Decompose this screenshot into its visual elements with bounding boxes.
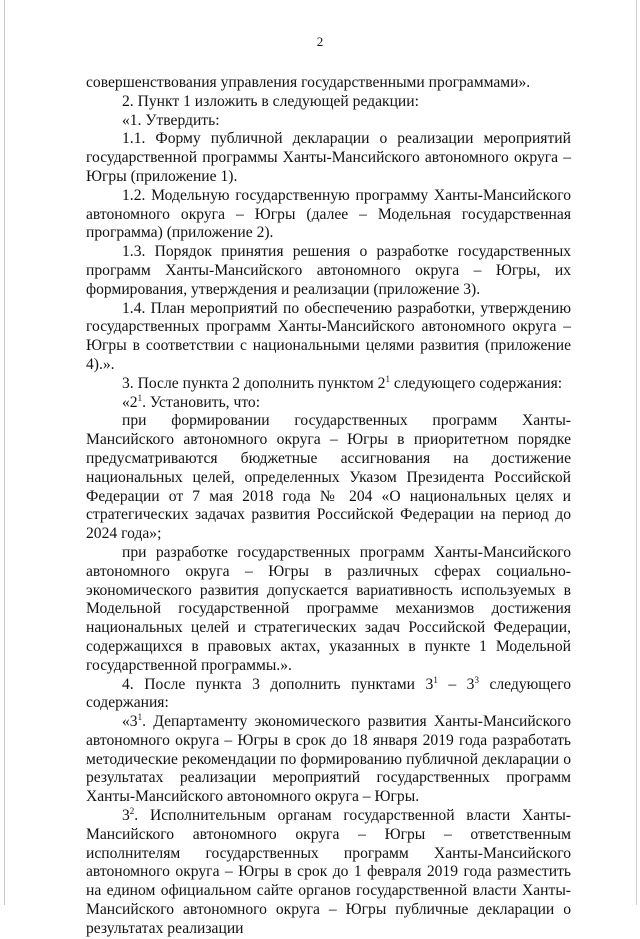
paragraph [86,544,571,676]
text-run: следующего содержания: [389,374,563,392]
text-run: 1.2. Модельную государственную программу Ханты-Мансийского автономного округа – Югры (далее – Модельная государственная программа) (приложение 2). [86,186,571,242]
text-run: 1.4. План мероприятий по обеспечению разработки, утверждению государственных программ Ханты-Мансийского автономного округа – Югры в соответствии с национальными целями развития (приложение 4).». [86,299,571,373]
paragraph [86,112,571,131]
paragraph [86,375,571,394]
text-run: 2. Пункт 1 изложить в следующей редакции: [122,92,419,110]
superscript: 3 [474,674,479,685]
text-run: 3 [122,807,130,825]
text-run: – 3 [437,675,475,693]
superscript: 2 [129,806,135,817]
text-run: 1.1. Форму публичной декларации о реализации мероприятий государственной программы Ханты-Мансийского автономного округа – Югры (приложение 1). [86,130,571,185]
text-run: при разработке государственных программ Ханты-Мансийского автономного округа – Югры в различных сферах социально-экономического развития допускается вариативность используемых в Модельной государственной программе механизмов достижения национальных целей и стратегических задач Российской Федерации, содержащихся в правовых актах, указанных в пункте 1 Модельной государственной программы.». [86,543,571,674]
superscript: 1 [137,392,143,403]
paragraph [86,807,571,939]
page-number: 2 [316,34,324,49]
paragraph [86,130,571,186]
text-run: следующего содержания: [86,675,572,712]
text-run: совершенствования управления государственными программами». [86,74,531,91]
paragraph [86,74,571,93]
text-run: «3 [122,713,138,731]
superscript: 1 [433,674,438,685]
scan-edge-left [4,0,5,905]
paragraph [86,93,571,112]
paragraph [86,187,571,243]
paragraph [86,300,571,375]
text-run: «1. Утвердить: [122,111,220,129]
text-run: . Департаменту экономического развития Ханты-Мансийского автономного округа – Югры в срок до 18 января 2019 года разработать методические рекомендации по формированию публичной декларации о результатах реализации мероприятий государственных программ Ханты-Мансийского автономного округа – Югры. [86,713,571,806]
paragraph [86,243,571,299]
text-run: 4. После пункта 3 дополнить пунктами 3 [122,675,434,693]
paragraph [86,713,571,807]
document-body [86,74,571,939]
text-run: 3. После пункта 2 дополнить пунктом 2 [122,374,386,392]
paragraph [86,412,571,544]
paragraph [86,394,571,413]
paragraph [86,676,571,714]
scan-edge-right [636,0,637,905]
text-run: при формировании государственных программ Ханты-Мансийского автономного округа – Югры в приоритетном порядке предусматриваются бюджетные ассигнования на достижение национальных целей, определенных Указом Президента Российской Федерации от 7 мая 2018 года № 204 «О национальных целях и стратегических задачах развития Российской Федерации на период до 2024 года»; [86,412,571,543]
superscript: 1 [137,712,143,723]
text-run: «2 [122,393,138,411]
text-run: 1.3. Порядок принятия решения о разработке государственных программ Ханты-Мансийского автономного округа – Югры, их формирования, утверждения и реализации (приложение 3). [86,243,571,298]
text-run: . Исполнительным органам государственной власти Ханты-Мансийского автономного округа – Югры – ответственным исполнителям государственных программ Ханты-Мансийского автономного округа – Югры в срок до 1 февраля 2019 года разместить на едином официальном сайте органов государственной власти Ханты-Мансийского автономного округа – Югры публичные декларации о результатах реализации [86,807,571,937]
text-run: . Установить, что: [142,393,261,411]
superscript: 1 [385,373,390,384]
